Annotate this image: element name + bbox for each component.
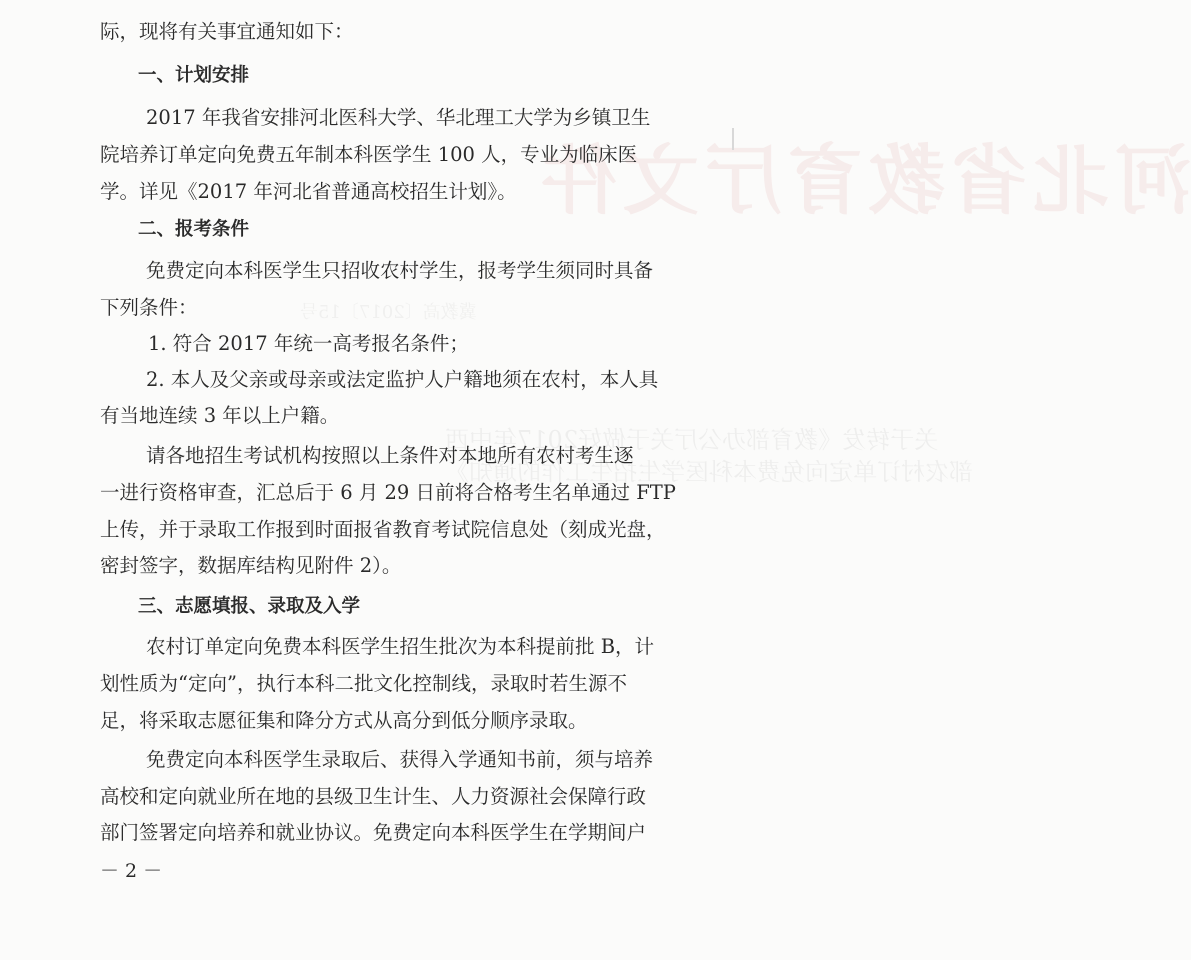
text-line: 2017 年我省安排河北医科大学、华北理工大学为乡镇卫生: [146, 106, 651, 129]
bleed-masthead: 河北省教育厅文件: [535, 136, 1191, 225]
bleed-title-line-1: 关于转发《教育部办公厅关于做好2017年中西: [445, 426, 939, 454]
bleed-title-line-2: 部农村订单定向免费本科医学生招生工作的通知》: [445, 458, 973, 486]
text-line: 免费定向本科医学生只招收农村学生，报考学生须同时具备: [146, 259, 654, 282]
text-line: 部门签署定向培养和就业协议。免费定向本科医学生在学期间户: [100, 821, 647, 844]
section-heading-plan: 一、计划安排: [138, 65, 250, 86]
condition-item-1: 1. 符合 2017 年统一高考报名条件；: [148, 332, 469, 355]
text-line: 免费定向本科医学生录取后、获得入学通知书前，须与培养: [146, 748, 654, 771]
page-number: － 2 －: [100, 860, 163, 882]
section-heading-admission: 三、志愿填报、录取及入学: [138, 596, 361, 617]
text-line: 院培养订单定向免费五年制本科医学生 100 人，专业为临床医: [100, 143, 638, 166]
text-line: 划性质为“定向”，执行本科二批文化控制线，录取时若生源不: [100, 672, 627, 695]
scan-edge-mark: [732, 128, 734, 150]
text-line: 上传，并于录取工作报到时面报省教育考试院信息处（刻成光盘，: [100, 518, 666, 541]
bleed-doc-number: 冀教高〔2017〕15号: [300, 302, 477, 323]
text-line: 学。详见《2017 年河北省普通高校招生计划》。: [100, 180, 517, 203]
text-line: 足，将采取志愿征集和降分方式从高分到低分顺序录取。: [100, 709, 588, 732]
text-line: 有当地连续 3 年以上户籍。: [100, 404, 340, 427]
text-line: 一进行资格审查，汇总后于 6 月 29 日前将合格考生名单通过 FTP: [100, 481, 676, 504]
text-line: 高校和定向就业所在地的县级卫生计生、人力资源社会保障行政: [100, 785, 647, 808]
text-line: 下列条件：: [100, 296, 198, 319]
section-heading-conditions: 二、报考条件: [138, 219, 250, 240]
text-line: 密封签字，数据库结构见附件 2）。: [100, 554, 402, 577]
text-line: 农村订单定向免费本科医学生招生批次为本科提前批 B，计: [146, 635, 655, 658]
text-line: 请各地招生考试机构按照以上条件对本地所有农村考生逐: [146, 444, 634, 467]
condition-item-2: 2. 本人及父亲或母亲或法定监护人户籍地须在农村，本人具: [146, 368, 659, 391]
text-line: 际，现将有关事宜通知如下：: [100, 20, 354, 43]
